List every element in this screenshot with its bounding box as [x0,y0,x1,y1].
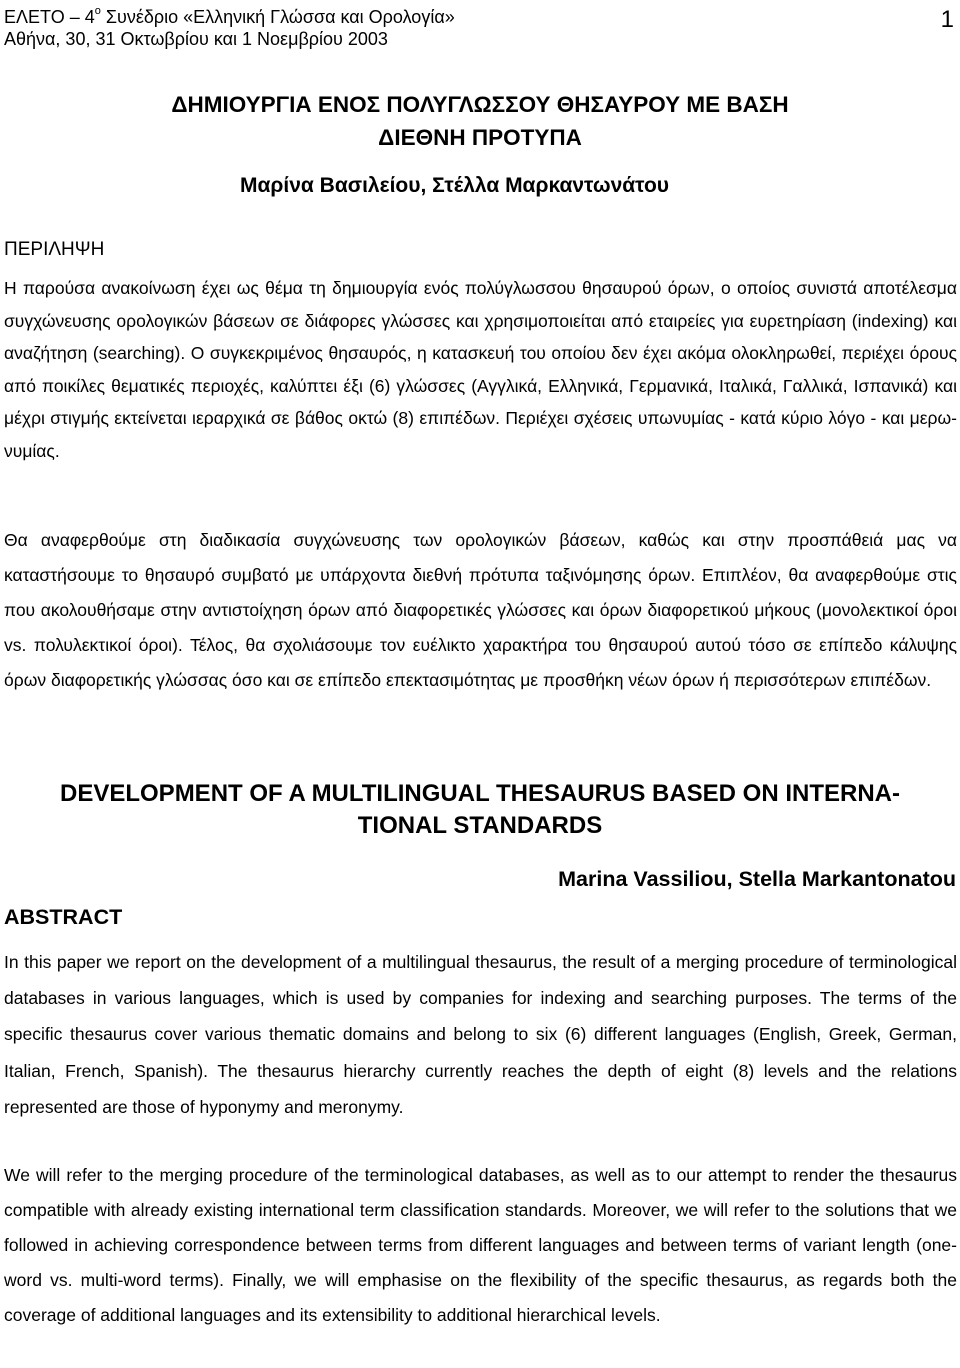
english-abstract-paragraph-1: In this paper we report on the development of a multilingual thesaurus, the result of a merging procedure of terminological databases in various languages, which is used by companies for indexing and searching purposes. The terms of the specific thesaurus cover various thematic domains and belong to six (6) different languages (English, Greek, German, Italian, French, Spanish). The thesaurus hierarchy currently reaches the depth of eight (8) levels and the relations represented are those of hyponymy and meronymy. [4,952,957,1117]
greek-title-line-2: ΔΙΕΘΝΗ ΠΡΟΤΥΠΑ [378,125,582,150]
english-authors: Marina Vassiliou, Stella Markantonatou [558,867,956,891]
running-header [4,2,455,50]
page-number: 1 [940,6,954,33]
english-title-line-2: TIONAL STANDARDS [357,812,603,839]
greek-abstract-paragraph-2: Θα αναφερθούμε στη διαδικασία συγχώνευσης των ορολογικών βάσεων, καθώς και στην προσπάθειά μας να καταστήσουμε το θησαυρό συμβατό με υπάρχοντα διεθνή πρότυπα ταξινόμησης όρων. Επιπλέον, θα αναφερθούμε στις που ακολουθήσαμε στην αντιστοίχηση όρων από διαφορετικές γλώσσες και όρων διαφορετικού μήκους (μονολεκτικοί όροι vs. πολυλεκτικοί όροι). Τέλος, θα σχολιάσουμε τον ευέλικτο χαρακτήρα του θησαυρού αυτού τόσο σε επίπεδο κάλυψης όρων διαφορετικής γλώσσας όσο και σε επίπεδο επεκτασιμότητας με προσθήκη νέων όρων ή περισσότερων επιπέδων. [4,530,957,690]
english-title [10,778,950,842]
greek-title [0,88,960,154]
ordinal-superscript: ο [94,5,101,17]
english-abstract-paragraph-2: We will refer to the merging procedure of the terminological databases, as well as to our attempt to render the thesaurus compatible with already existing international term classification standards. Moreover, we will refer to the solutions that we followed in achieving correspondence between terms from different languages and between terms of variant length (one-word vs. multi-word terms). Finally, we will emphasise on the flexibility of the specific thesaurus, as regards both the coverage of additional languages and its extensibility to additional hierarchical levels. [4,1165,957,1325]
conference-location-date: Αθήνα, 30, 31 Οκτωβρίου και 1 Νοεμβρίου 2003 [4,29,388,49]
conference-title: ΕΛΕΤΟ – $4^o$ Συνέδριο «Ελληνική Γλώσσα και Ορολογία» [4,5,455,27]
english-abstract-heading: ABSTRACT [4,905,123,929]
greek-abstract-paragraph-1: Η παρούσα ανακοίνωση έχει ως θέμα τη δημιουργία ενός πολύγλωσσου θησαυρού όρων, ο οποίος συνιστά αποτέλεσμα συγχώνευσης ορολογικών βάσεων σε διάφορες γλώσσες και χρησιμοποιείται από εταιρείες για ευρετηρίαση (indexing) και αναζήτηση (searching). Ο συγκεκριμένος θησαυρός, η κατασκευή του οποίου δεν έχει ακόμα ολοκληρωθεί, περιέχει όρους από ποικίλες θεματικές περιοχές, καλύπτει έξι (6) γλώσσες (Αγγλικά, Ελληνικά, Γερμανικά, Ιταλικά, Γαλλικά, Ισπανικά) και μέχρι στιγμής εκτείνεται ιεραρχικά σε βάθος οκτώ (8) επιπέδων. Περιέχει σχέσεις υπωνυμίας - κατά κύριο λόγο - και μερωνυμίας. [4,278,957,461]
english-title-line-1: DEVELOPMENT OF A MULTILINGUAL THESAURUS BASED ON INTERNA- [60,780,900,807]
greek-title-line-1: ΔΗΜΙΟΥΡΓΙΑ ΕΝΟΣ ΠΟΛΥΓΛΩΣΣΟΥ ΘΗΣΑΥΡΟΥ ΜΕ ΒΑΣΗ [171,92,789,117]
greek-abstract-heading: ΠΕΡΙΛΗΨΗ [4,239,105,260]
greek-authors: Μαρίνα Βασιλείου, Στέλλα Μαρκαντωνάτου [240,174,670,197]
